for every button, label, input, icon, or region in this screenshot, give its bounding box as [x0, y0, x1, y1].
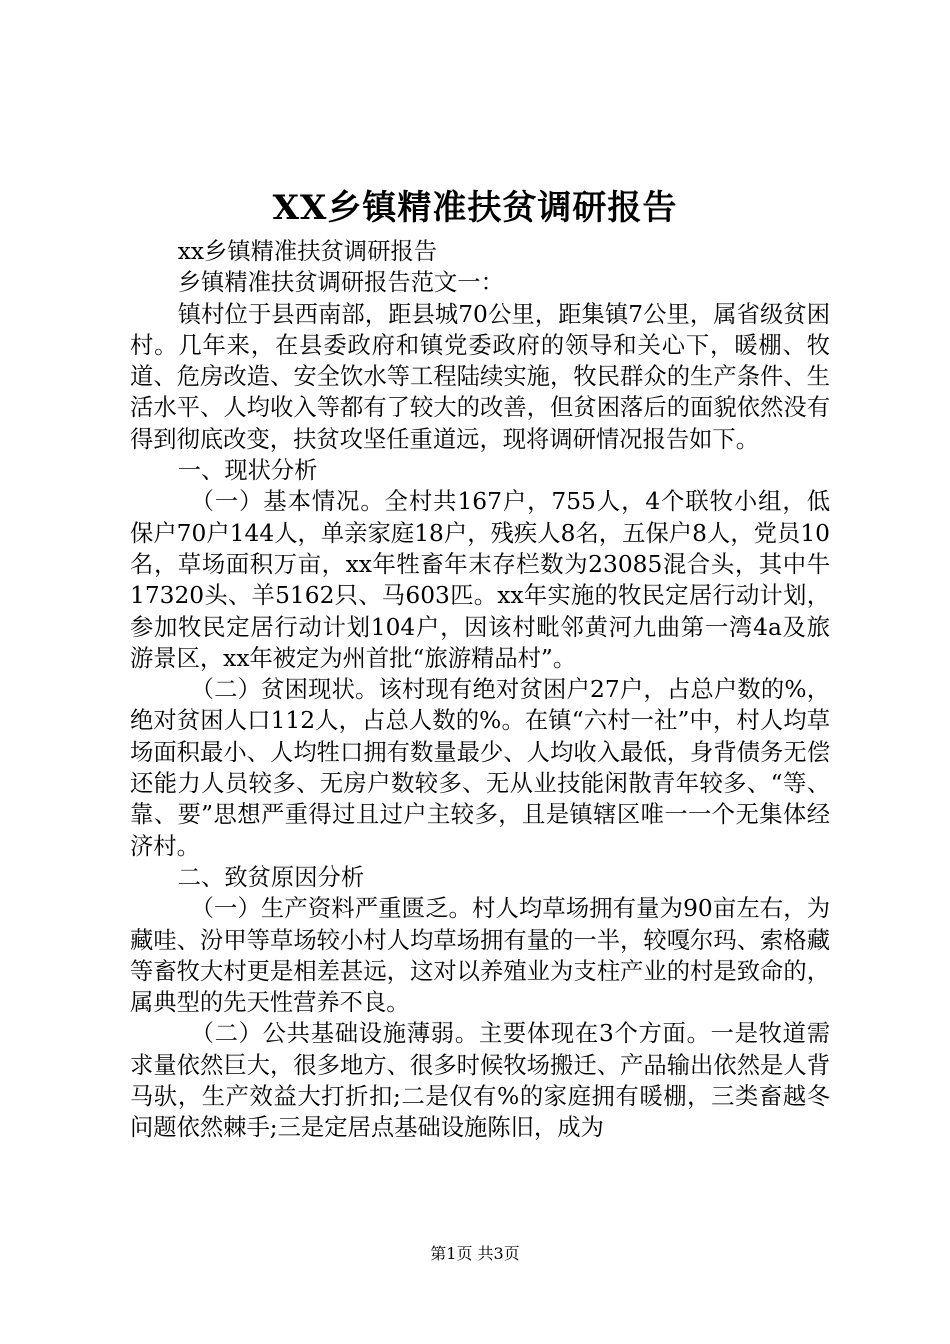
document-title: XX乡镇精准扶贫调研报告: [272, 188, 678, 228]
paragraph-production-resources: （一）生产资料严重匮乏。村人均草场拥有量为90亩左右，为藏哇、汾甲等草场较小村人均草场拥有量的一半，较嘎尔玛、索格藏等畜牧大村更是相差甚远，这对以养殖业为支柱产业的村是致命的，属典型的先天性营养不良。: [130, 895, 830, 1017]
section-heading-causes: 二、致贫原因分析: [177, 863, 365, 891]
paragraph-intro: 镇村位于县西南部，距县城70公里，距集镇7公里，属省级贫困村。几年来，在县委政府和镇党委政府的领导和关心下，暖棚、牧道、危房改造、安全饮水等工程陆续实施，牧民群众的生产条件、生活水平、人均收入等都有了较大的改善，但贫困落后的面貌依然没有得到彻底改变，扶贫攻坚任重道远，现将调研情况报告如下。: [130, 300, 830, 453]
paragraph-infrastructure: （二）公共基础设施薄弱。主要体现在3个方面。一是牧道需求量依然巨大，很多地方、很多时候牧场搬迁、产品输出依然是人背马驮，生产效益大打折扣;二是仅有%的家庭拥有暖棚，三类畜越冬问题依然棘手;三是定居点基础设施陈旧，成为: [130, 1020, 830, 1142]
document-body: [130, 236, 830, 1144]
paragraph-subtitle: xx乡镇精准扶贫调研报告: [177, 238, 437, 265]
page-number-footer: 第1页 共3页: [430, 1244, 520, 1263]
paragraph-poverty-status: （二）贫困现状。该村现有绝对贫困户27户，占总户数的%，绝对贫困人口112人，占总人数的%。在镇“六村一社”中，村人均草场面积最小、人均牲口拥有数量最少、人均收入最低，身背债务无偿还能力人员较多、无房户数较多、无从业技能闲散青年较多、“等、靠、要”思想严重得过且过户主较多，且是镇辖区唯一一个无集体经济村。: [130, 676, 830, 860]
section-heading-status: 一、现状分析: [177, 457, 318, 485]
paragraph-basic-situation: （一）基本情况。全村共167户，755人，4个联牧小组，低保户70户144人，单亲家庭18户，残疾人8名，五保户8人，党员10名，草场面积万亩，xx年牲畜年末存栏数为23085混合头，其中牛17320头、羊5162只、马603匹。xx年实施的牧民定居行动计划，参加牧民定居行动计划104户，因该村毗邻黄河九曲第一湾4a及旅游景区，xx年被定为州首批“旅游精品村”。: [130, 488, 830, 672]
paragraph-sample-heading: 乡镇精准扶贫调研报告范文一：: [177, 269, 504, 297]
